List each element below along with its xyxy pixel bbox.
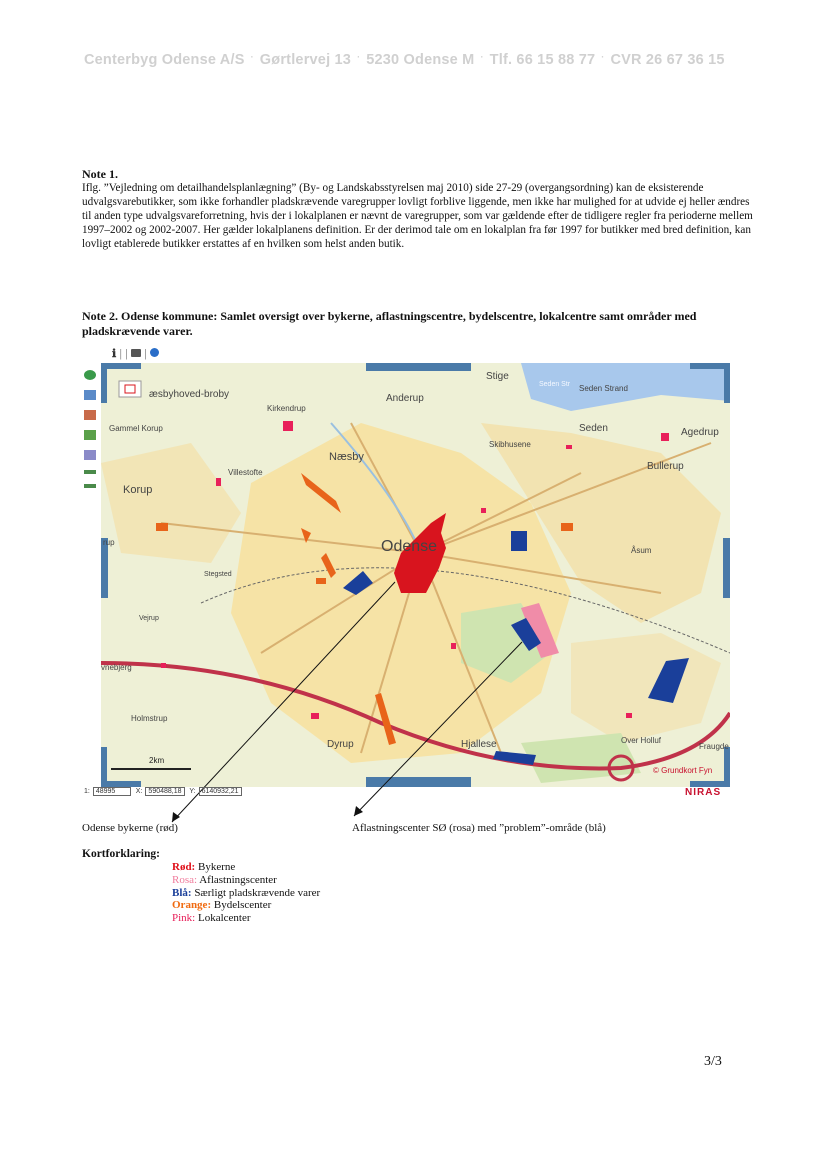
- label-stegsted: Stegsted: [204, 571, 232, 578]
- phone-number: Tlf. 66 15 88 77: [489, 52, 596, 68]
- label-korup: Korup: [123, 484, 153, 496]
- coordinate-bar: [84, 787, 245, 796]
- street-address: Gørtlervej 13: [259, 52, 352, 68]
- label-seden-strand: Seden Strand: [579, 384, 628, 393]
- x-coordinate-field: 590488,18: [145, 787, 184, 796]
- label-vnebjerg: vnebjerg: [101, 663, 132, 672]
- x-label: X:: [135, 788, 143, 795]
- legend-text: Bydelscenter: [213, 899, 272, 912]
- label-asum: Åsum: [631, 546, 652, 555]
- label-villestofte: Villestofte: [228, 468, 263, 477]
- label-seden-str-water: Seden Str: [539, 381, 571, 388]
- legend-item-bydelscenter: [172, 899, 320, 912]
- arrow-aflastning: [354, 642, 522, 816]
- note-2-title: Note 2. Odense kommune: Samlet oversigt over bykerne, aflastningscentre, bydelscentre, lokalcentre samt områder med pladskrævende varer.: [82, 309, 697, 338]
- legend-text: Aflastningscenter: [199, 873, 277, 886]
- legend-item-aflastningscenter: [172, 874, 320, 887]
- label-anderup: Anderup: [386, 393, 424, 404]
- caption-bykerne: Odense bykerne (rød): [82, 822, 178, 834]
- legend-item-pladskraevende: [172, 887, 320, 900]
- label-kirkendrup: Kirkendrup: [267, 404, 306, 413]
- label-over-holluf: Over Holluf: [621, 736, 662, 745]
- scale-prefix: 1:: [84, 788, 90, 795]
- niras-logo: NIRAS: [685, 787, 722, 798]
- legend-item-lokalcenter: [172, 912, 320, 925]
- legend-text: Bykerne: [197, 861, 236, 873]
- label-fraugde: Fraugde: [699, 742, 729, 751]
- arrow-bykerne: [172, 582, 395, 822]
- label-agedrup: Agedrup: [681, 427, 719, 438]
- city-address: 5230 Odense M: [366, 52, 475, 68]
- info-tool-icon[interactable]: ℹ: [112, 348, 117, 360]
- label-holmstrup: Holmstrup: [131, 714, 168, 723]
- note-1-title: Note 1.: [82, 167, 118, 181]
- copyright-label: © Grundkort Fyn: [653, 766, 713, 775]
- caption-aflastningscenter: Aflastningscenter SØ (rosa) med ”problem”-område (blå): [352, 822, 606, 834]
- map-legend: [172, 861, 320, 925]
- label-naesbyhoved: æsbyhoved-broby: [149, 389, 230, 400]
- label-hjallese: Hjallese: [461, 739, 497, 750]
- note-1-body: Iflg. ”Vejledning om detailhandelsplanlægning” (By- og Landskabsstyrelsen maj 2010) side 27-29 (overgangsordning) kan de eksisterende udvalgsvarebutikker, som ikke forhandler pladskrævende varegrupper lovligt forblive liggende, men ikke har mulighed for at udvide ej heller ændres til anden type udvalgsvareforretning, hvis der i lokalplanen er nævnt de varegrupper, som var gældende efter de tidligere regler fra perioderne mellem 1997–2002 og 2002-2007. Her gælder lokalplanens definition. Er der derimod tale om en lokalplan fra før 1997 for butikker med bred definition, kan lovligt etablerede butikker erstattes af en hvilken som helst anden butik.: [82, 182, 753, 250]
- map-toolbar: ℹ | | |: [112, 347, 159, 360]
- cvr-number: CVR 26 67 36 15: [610, 52, 725, 68]
- label-vejrup: Vejrup: [139, 615, 159, 622]
- legend-key: Rosa:: [172, 873, 198, 886]
- label-bullerup: Bullerup: [647, 461, 684, 472]
- label-gammel-korup: Gammel Korup: [109, 424, 163, 433]
- letterhead: Centerbyg Odense A/S · Gørtlervej 13 · 5230 Odense M · Tlf. 66 15 88 77 · CVR 26 67 36 15: [84, 52, 725, 68]
- legend-text: Lokalcenter: [197, 912, 251, 925]
- label-dyrup: Dyrup: [327, 739, 354, 750]
- legend-title: Kortforklaring:: [82, 848, 160, 860]
- label-naesby: Næsby: [329, 451, 364, 463]
- label-odense: Odense: [381, 538, 438, 555]
- y-label: Y:: [189, 788, 196, 795]
- y-coordinate-field: 6140932,21: [199, 787, 242, 796]
- label-stige: Stige: [486, 371, 509, 382]
- company-name: Centerbyg Odense A/S: [84, 52, 245, 68]
- legend-key: Orange:: [172, 899, 212, 912]
- label-rup: rup: [103, 538, 115, 547]
- legend-item-bykerne: [172, 861, 320, 874]
- legend-key: Rød:: [172, 861, 196, 873]
- legend-text: Særligt pladskrævende varer: [194, 886, 321, 899]
- arrow-bykerne-head: [172, 812, 180, 822]
- label-skibhusene: Skibhusene: [489, 440, 531, 449]
- page-number: 3/3: [704, 1054, 722, 1069]
- legend-key: Pink:: [172, 912, 196, 925]
- legend-key: Blå:: [172, 886, 192, 899]
- label-seden: Seden: [579, 423, 608, 434]
- scale-field[interactable]: 48995: [93, 787, 131, 796]
- scale-label: 2km: [149, 756, 165, 765]
